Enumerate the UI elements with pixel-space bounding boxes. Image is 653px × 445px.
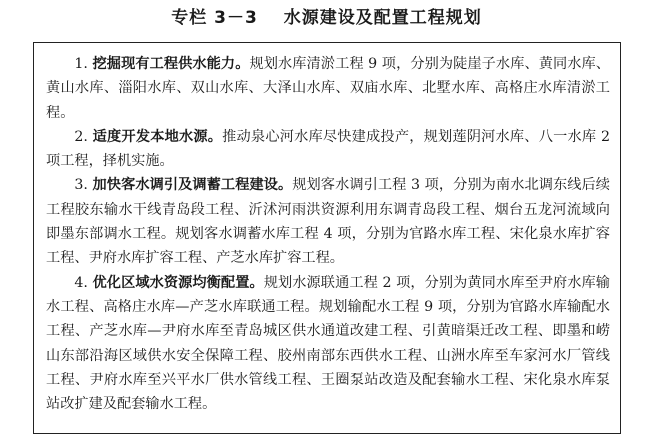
paragraph-item-3 [46, 173, 610, 270]
item-body: 推动泉心河水库尽快建成投产，规划莲阴河水库、八一水库 2 项工程，择机实施。 [46, 128, 610, 170]
item-heading: 优化区域水资源均衡配置。 [92, 274, 264, 291]
page-title [0, 6, 653, 30]
item-heading: 适度开发本地水源。 [92, 128, 223, 145]
paragraph-item-1 [46, 52, 610, 125]
item-number: 1. [74, 56, 88, 72]
item-heading: 加快客水调引及调蓄工程建设。 [92, 177, 293, 194]
item-heading: 挖掘现有工程供水能力。 [92, 56, 250, 72]
item-body: 规划水源联通工程 2 项，分别为黄同水库至尹府水库输水工程、高格庄水库—产芝水库联通工程。规划输配水工程 9 项，分别为官路水库输配水工程、产芝水库—尹府水库至青岛城区供水通道改建工程、引黄暗渠迁改工程、即墨和崂山东部沿海区域供水安全保障工程、胶州南部东西供水工程、山洲水库至车家河水厂管线工程、尹府水库至兴平水厂供水管线工程、王圈泵站改造及配套输水工程、宋化泉水库泵站改扩建及配套输水工程。 [46, 274, 610, 413]
title-text: 水源建设及配置工程规划 [283, 8, 482, 28]
item-body: 规划客水调引工程 3 项，分别为南水北调东线后续工程胶东输水干线青岛段工程、沂沭河雨洪资源利用东调青岛段工程、烟台五龙河流域向即墨东部调水工程。规划客水调蓄水库工程 4 项，分别为官路水库工程、宋化泉水库扩容工程、尹府水库扩容工程、产芝水库扩容工程。 [46, 177, 610, 267]
item-number: 3. [74, 177, 88, 194]
paragraph-item-2 [46, 125, 610, 174]
item-number: 4. [74, 274, 88, 291]
item-number: 2. [74, 128, 88, 145]
paragraph-item-4 [46, 271, 610, 417]
title-label: 专栏 3－3 [171, 8, 258, 28]
content-box [33, 42, 621, 434]
item-body: 规划水库清淤工程 9 项，分别为陡崖子水库、黄同水库、黄山水库、淄阳水库、双山水库、大泽山水库、双庙水库、北墅水库、高格庄水库清淤工程。 [46, 56, 610, 121]
